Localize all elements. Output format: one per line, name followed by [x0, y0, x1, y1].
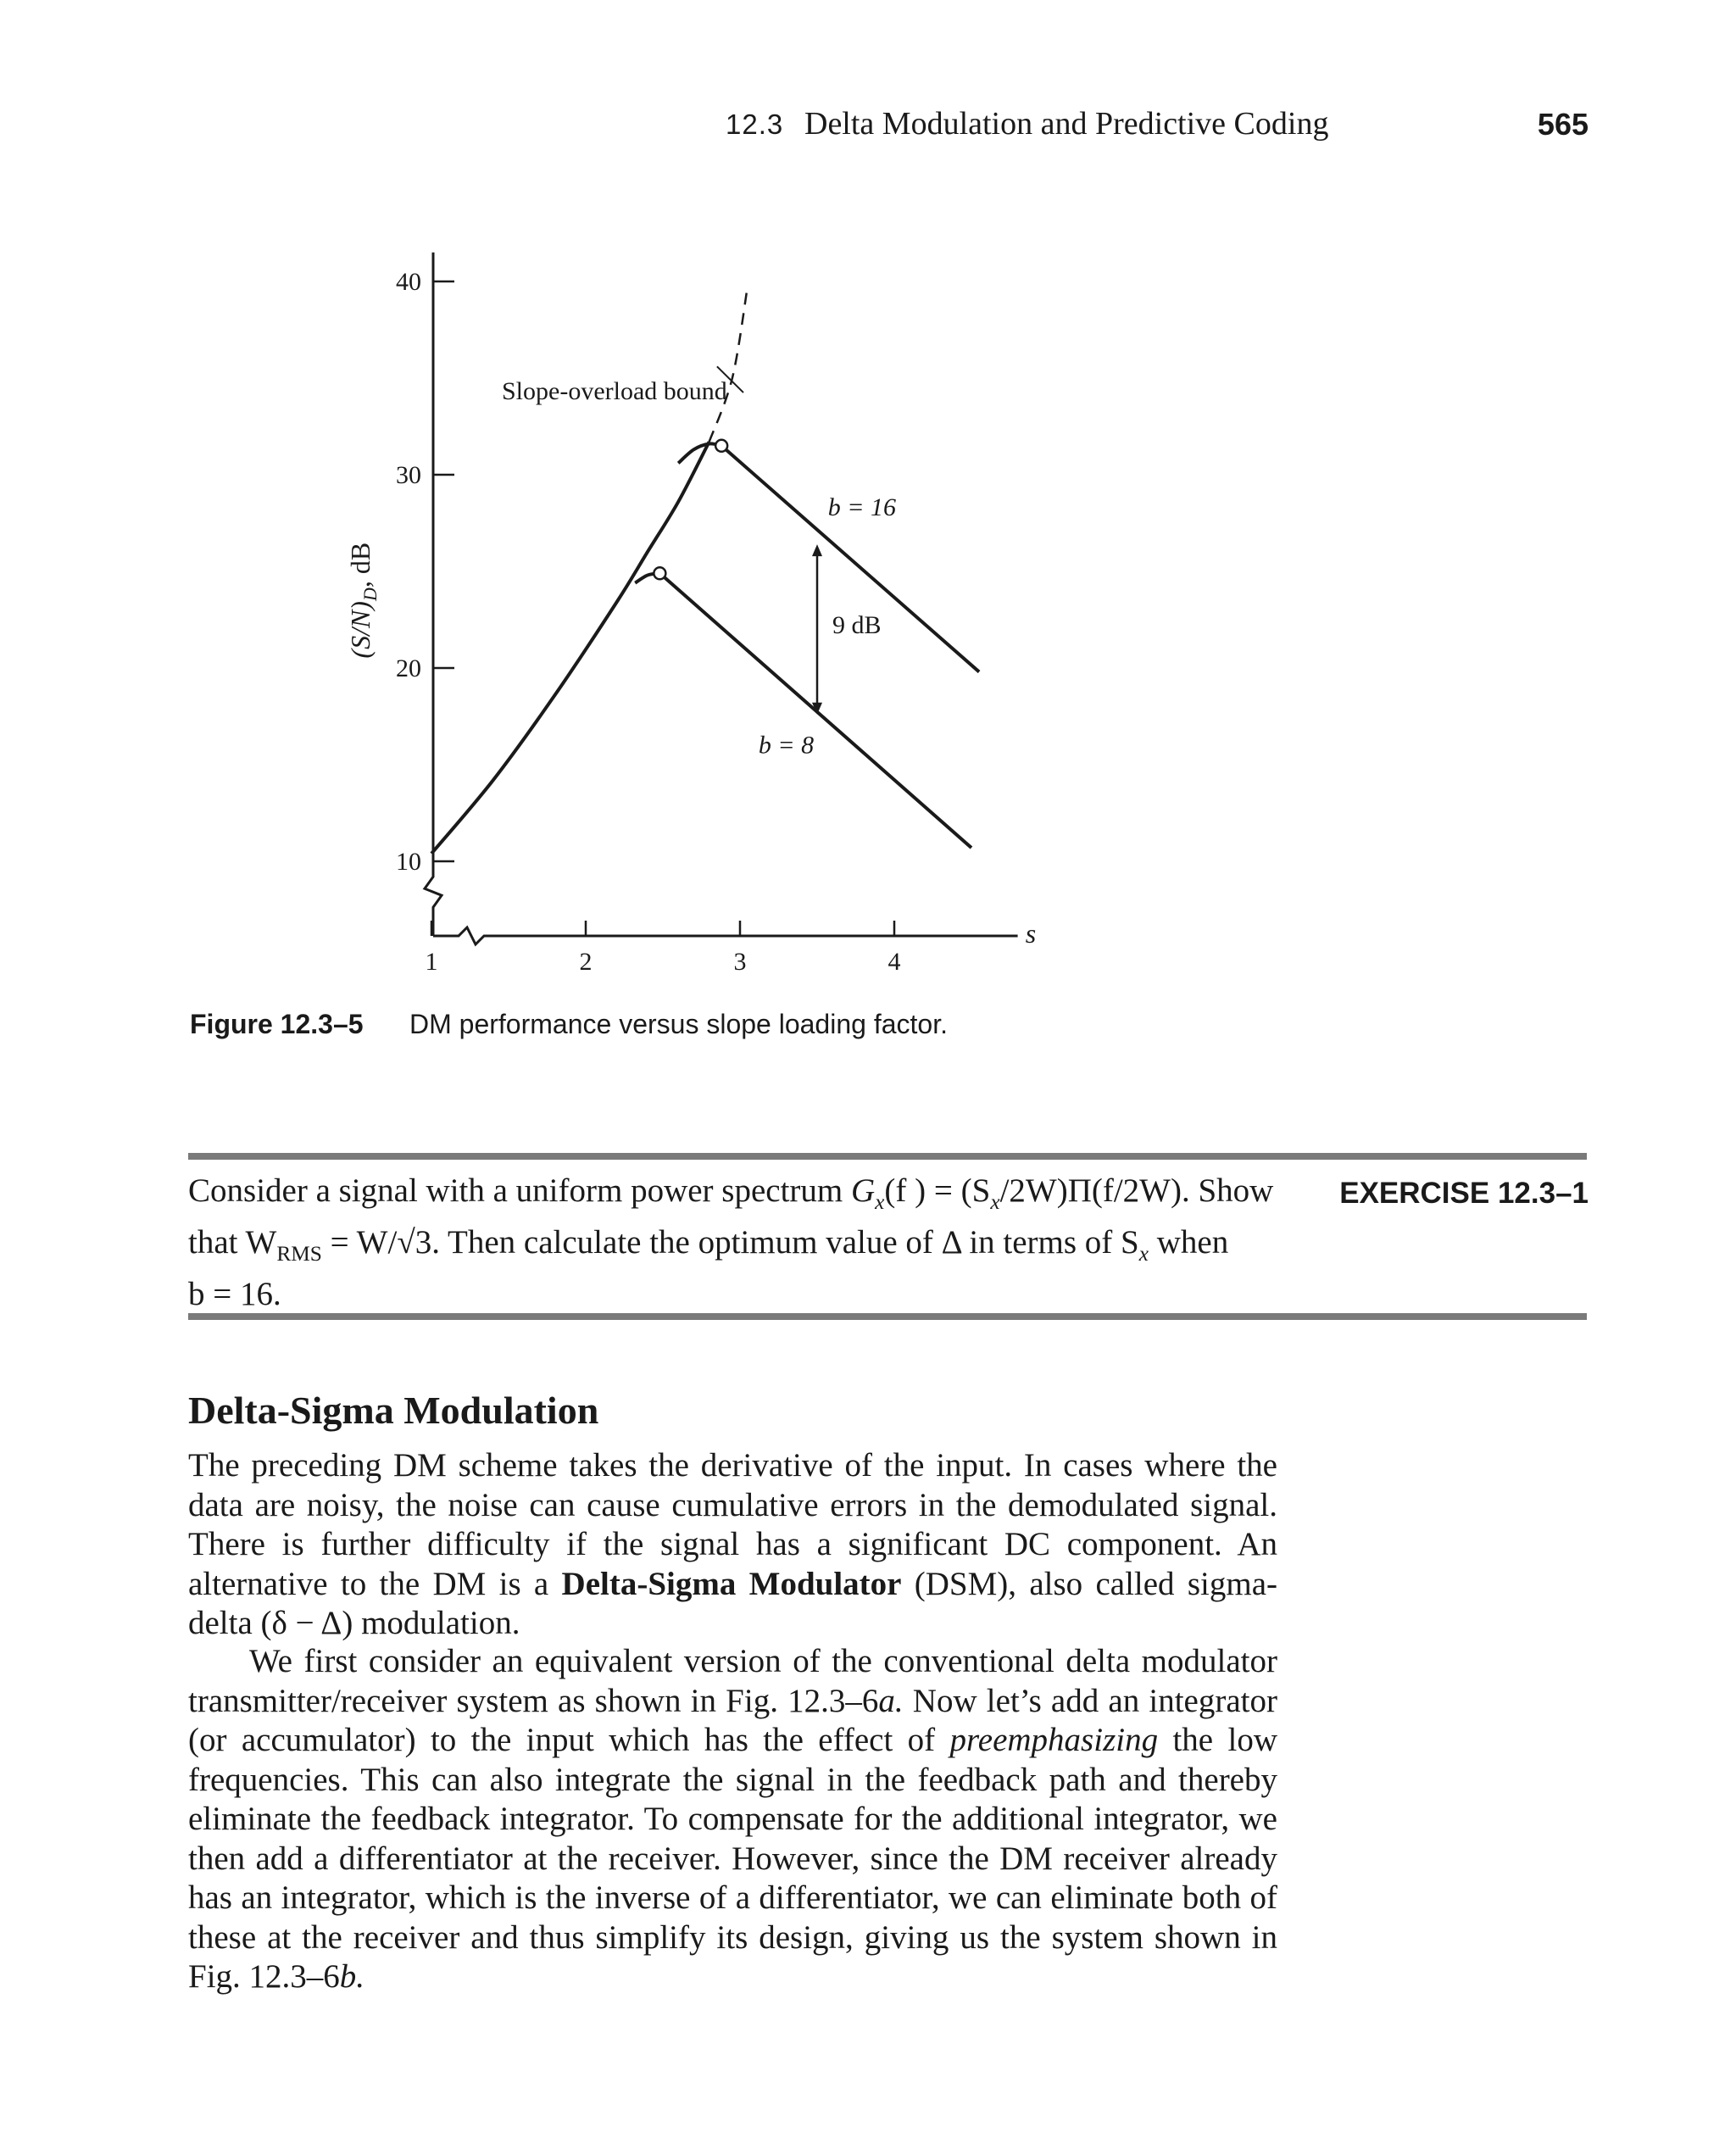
- y-tick-label: 40: [396, 268, 421, 296]
- series-b8: [635, 573, 971, 848]
- optimum-marker-b16: [715, 440, 727, 452]
- annotation-b16: b = 16: [827, 493, 896, 521]
- gap-arrow-head-top: [812, 544, 822, 556]
- section-heading: Delta-Sigma Modulation: [188, 1389, 599, 1432]
- x-tick-label: 1: [425, 948, 438, 976]
- x-tick-label: 4: [887, 948, 901, 976]
- x-axis-label: s: [1025, 918, 1037, 949]
- paragraph-2: We first consider an equivalent version of the conventional delta modulator transmitter/receiver system as shown in Fig. 12.3–6a. Now let’s add an integrator (or accumulator) to the input which has the effect of preemphasizing the low frequencies. This can also integrate the signal in the feedback path and thereby eliminate the feedback integrator. To compensate for the additional integrator, we then add a differentiator at the receiver. However, since the DM receiver already has an integrator, which is the inverse of a differentiator, we can eliminate both of these at the receiver and thus simplify its design, giving us the system shown in Fig. 12.3–6b.: [188, 1643, 1277, 1995]
- exercise-bottom-rule: [188, 1313, 1587, 1320]
- y-tick-label: 20: [396, 654, 421, 682]
- page-number: 565: [1537, 107, 1589, 142]
- exercise-top-rule: [188, 1153, 1587, 1160]
- header-section-title: Delta Modulation and Predictive Coding: [804, 106, 1329, 142]
- paragraph-1: The preceding DM scheme takes the derivative of the input. In cases where the data are noisy, the noise can cause cumulative errors in the demodulated signal. There is further difficulty if the signal has a significant DC component. An alternative to the DM is a Delta-Sigma Modulator (DSM), also called sigma-delta (δ − Δ) modulation.: [188, 1447, 1278, 1641]
- figure-chart: [0, 0, 1736, 1000]
- y-axis-line: [425, 253, 442, 936]
- x-tick-label: 2: [579, 948, 593, 976]
- y-axis-label: $(S/N)_D$, dB: [345, 542, 381, 659]
- series-bound-dashed: [709, 286, 748, 443]
- figure-label: Figure 12.3–5: [190, 1009, 364, 1039]
- series-bound-solid: [431, 442, 709, 854]
- annotation-b8: b = 8: [758, 731, 815, 760]
- optimum-marker-b8: [654, 567, 665, 579]
- series-b16: [678, 443, 979, 671]
- annotation-slope-overload: Slope-overload bound: [502, 377, 727, 406]
- exercise-text: Consider a signal with a uniform power spectrum $G_x(f$ ) = $(S_x/2W)\Pi(f/2W)$. Show that $W_{RMS} = W/√3$. Then calculate the optimum value of Δ in terms of $S_x$ when b = 16.: [188, 1172, 1274, 1312]
- figure-caption: DM performance versus slope loading factor.: [409, 1009, 948, 1039]
- y-tick-label: 10: [396, 848, 421, 876]
- x-axis-line: [433, 927, 1018, 944]
- annotation-9db: 9 dB: [832, 610, 882, 639]
- header-section-number: 12.3: [726, 109, 784, 140]
- y-tick-label: 30: [396, 461, 421, 489]
- x-tick-label: 3: [733, 948, 747, 976]
- exercise-label: EXERCISE 12.3–1: [1339, 1177, 1589, 1210]
